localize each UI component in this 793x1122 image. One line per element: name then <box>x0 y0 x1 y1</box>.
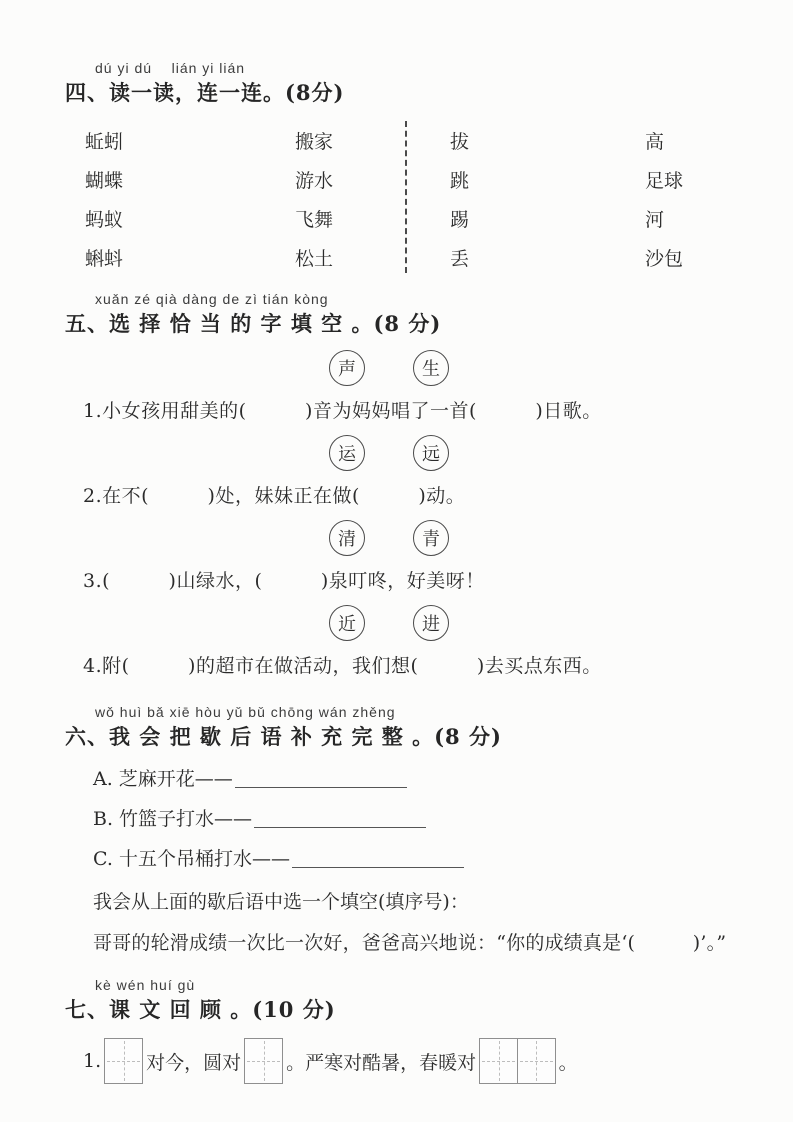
match-word: 蚂蚁 <box>85 209 124 231</box>
match-word: 蝌蚪 <box>85 248 124 270</box>
section-5-pinyin: xuǎn zé qià dàng de zì tián kòng <box>95 291 329 307</box>
section-5 <box>65 291 753 678</box>
match-word: 游水 <box>295 170 334 192</box>
section-6-pinyin: wǒ huì bǎ xiē hòu yǔ bǔ chōng wán zhěng <box>95 704 396 720</box>
grid-dashed-vline <box>264 1041 265 1081</box>
fill-sentence: 哥哥的轮滑成绩一次比一次好，爸爸高兴地说：“你的成绩真是‘( )’。” <box>93 932 727 954</box>
section-7 <box>65 977 753 1084</box>
answer-blank-line <box>235 786 407 788</box>
section-6-title: 六、我 会 把 歇 后 语 补 充 完 整 。(8 分) <box>65 724 502 749</box>
idiom-item-c <box>93 844 753 871</box>
section-4-pinyin: dú yi dú lián yi lián <box>95 60 246 76</box>
section-5-title: 五、选 择 恰 当 的 字 填 空 。(8 分) <box>65 311 442 336</box>
section-4 <box>65 60 753 277</box>
review-question-1 <box>83 1038 753 1084</box>
choice-circle: 近 <box>329 605 365 641</box>
section-7-pinyin: kè wén huí gù <box>95 977 196 993</box>
choice-circle: 青 <box>413 520 449 556</box>
match-word: 足球 <box>645 170 684 192</box>
match-word: 飞舞 <box>295 209 334 231</box>
match-word: 沙包 <box>645 248 684 270</box>
idiom-label: A. 芝麻开花—— <box>93 768 233 790</box>
grid-dashed-vline <box>124 1041 125 1081</box>
writing-grid-box <box>479 1038 518 1084</box>
match-word: 河 <box>645 209 665 231</box>
choice-pair <box>65 435 713 471</box>
match-word: 高 <box>645 131 665 153</box>
idiom-item-b <box>93 804 753 831</box>
match-word: 搬家 <box>295 131 334 153</box>
question-text: 。 <box>558 1051 578 1074</box>
writing-grid-box <box>104 1038 143 1084</box>
choice-pair <box>65 520 713 556</box>
question-number: 1. <box>83 1050 102 1072</box>
writing-grid-box <box>244 1038 283 1084</box>
choice-circle: 清 <box>329 520 365 556</box>
dashed-divider <box>405 121 407 273</box>
choice-circle: 生 <box>413 350 449 386</box>
choice-circle: 声 <box>329 350 365 386</box>
writing-grid-double-box <box>479 1038 556 1084</box>
match-word: 踢 <box>450 209 470 231</box>
match-row <box>85 160 753 199</box>
answer-blank-line <box>254 826 426 828</box>
choice-circle: 进 <box>413 605 449 641</box>
section-7-title: 七、课 文 回 顾 。(10 分) <box>65 997 336 1022</box>
match-row <box>85 238 753 277</box>
match-word: 蚯蚓 <box>85 131 124 153</box>
question-4: 4.附( )的超市在做活动，我们想( )去买点东西。 <box>83 655 602 677</box>
choice-circle: 运 <box>329 435 365 471</box>
question-2: 2.在不( )处，妹妹正在做( )动。 <box>83 485 466 507</box>
match-word: 蝴蝶 <box>85 170 124 192</box>
match-word: 拔 <box>450 131 470 153</box>
match-word: 跳 <box>450 170 470 192</box>
match-row <box>85 121 753 160</box>
match-word: 松土 <box>295 248 334 270</box>
match-word: 丢 <box>450 248 470 270</box>
matching-exercise <box>85 121 753 277</box>
section-6 <box>65 704 753 955</box>
choice-pair <box>65 350 713 386</box>
grid-dashed-vline <box>499 1041 500 1081</box>
answer-blank-line <box>292 866 464 868</box>
match-row <box>85 199 753 238</box>
idiom-item-a <box>93 764 753 791</box>
question-text: 对今，圆对 <box>146 1051 242 1074</box>
grid-dashed-vline <box>536 1041 537 1081</box>
fill-note: 我会从上面的歇后语中选一个填空(填序号)： <box>93 891 469 913</box>
question-1: 1.小女孩用甜美的( )音为妈妈唱了一首( )日歌。 <box>83 400 602 422</box>
idiom-label: C. 十五个吊桶打水—— <box>93 848 290 870</box>
choice-circle: 远 <box>413 435 449 471</box>
choice-pair <box>65 605 713 641</box>
writing-grid-box <box>517 1038 556 1084</box>
section-4-title: 四、读一读，连一连。(8分) <box>65 80 345 105</box>
idiom-label: B. 竹篮子打水—— <box>93 808 253 830</box>
question-text: 。严寒对酷暑，春暖对 <box>286 1051 477 1074</box>
question-3: 3.( )山绿水，( )泉叮咚，好美呀！ <box>83 570 485 592</box>
